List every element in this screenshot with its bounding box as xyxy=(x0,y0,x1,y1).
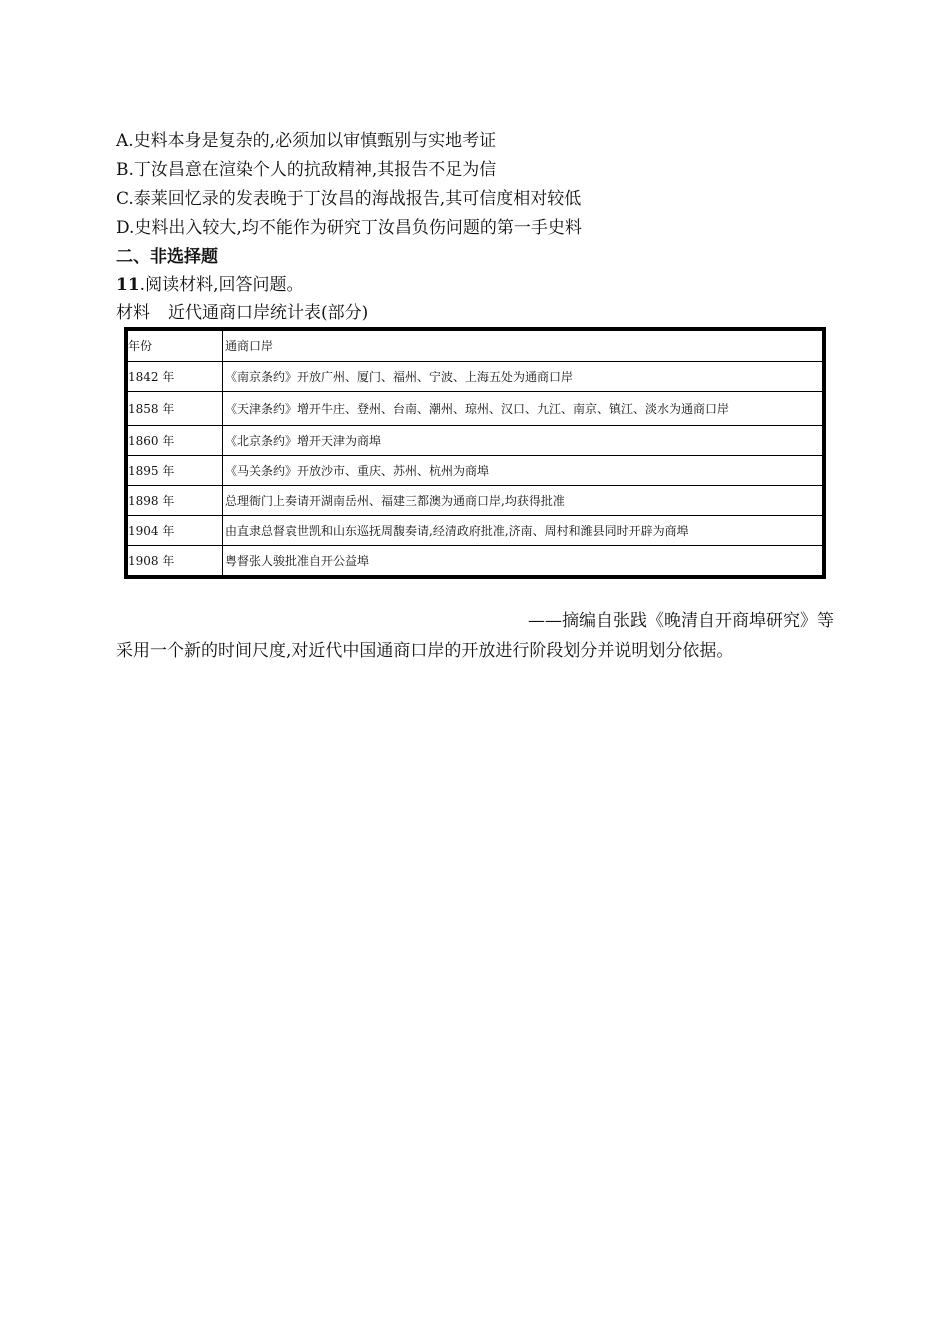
option-b: B.丁汝昌意在渲染个人的抗敌精神,其报告不足为信 xyxy=(116,160,497,180)
cell-year: 1898 年 xyxy=(128,486,223,516)
cell-ports: 《天津条约》增开牛庄、登州、台南、潮州、琼州、汉口、九江、南京、镇江、淡水为通商口岸 xyxy=(223,392,823,426)
cell-year: 1858 年 xyxy=(128,392,223,426)
table-row xyxy=(128,516,823,546)
cell-ports: 《北京条约》增开天津为商埠 xyxy=(223,426,823,456)
question-11 xyxy=(116,274,303,296)
cell-year: 1904 年 xyxy=(128,516,223,546)
cell-ports: 《马关条约》开放沙市、重庆、苏州、杭州为商埠 xyxy=(223,456,823,486)
option-c: C.泰莱回忆录的发表晚于丁汝昌的海战报告,其可信度相对较低 xyxy=(116,189,582,209)
option-d: D.史料出入较大,均不能作为研究丁汝昌负伤问题的第一手史料 xyxy=(116,218,582,238)
cell-ports: 总理衙门上奏请开湖南岳州、福建三都澳为通商口岸,均获得批准 xyxy=(223,486,823,516)
table-row xyxy=(128,426,823,456)
table-row xyxy=(128,456,823,486)
material-label: 材料 xyxy=(116,303,150,323)
header-ports: 通商口岸 xyxy=(223,331,823,362)
section-title: 二、非选择题 xyxy=(116,247,218,267)
cell-ports: 粤督张人骏批准自开公益埠 xyxy=(223,546,823,576)
cell-ports: 由直隶总督袁世凯和山东巡抚周馥奏请,经清政府批准,济南、周村和潍县同时开辟为商埠 xyxy=(223,516,823,546)
cell-year: 1860 年 xyxy=(128,426,223,456)
material-heading xyxy=(116,302,368,324)
table-row xyxy=(128,546,823,576)
table-row xyxy=(128,362,823,392)
source-citation: ——摘编自张践《晚清自开商埠研究》等 xyxy=(528,611,834,631)
table-header-row xyxy=(128,331,823,362)
cell-year: 1908 年 xyxy=(128,546,223,576)
material-title: 近代通商口岸统计表(部分) xyxy=(168,303,369,323)
cell-year: 1895 年 xyxy=(128,456,223,486)
option-a: A.史料本身是复杂的,必须加以审慎甄别与实地考证 xyxy=(116,131,497,151)
question-prompt: 采用一个新的时间尺度,对近代中国通商口岸的开放进行阶段划分并说明划分依据。 xyxy=(116,641,734,661)
header-year: 年份 xyxy=(128,331,223,362)
cell-ports: 《南京条约》开放广州、厦门、福州、宁波、上海五处为通商口岸 xyxy=(223,362,823,392)
question-text: .阅读材料,回答问题。 xyxy=(139,275,304,295)
cell-year: 1842 年 xyxy=(128,362,223,392)
question-number: 11 xyxy=(116,275,140,295)
ports-table xyxy=(124,327,826,579)
table-row xyxy=(128,486,823,516)
table-row xyxy=(128,392,823,426)
